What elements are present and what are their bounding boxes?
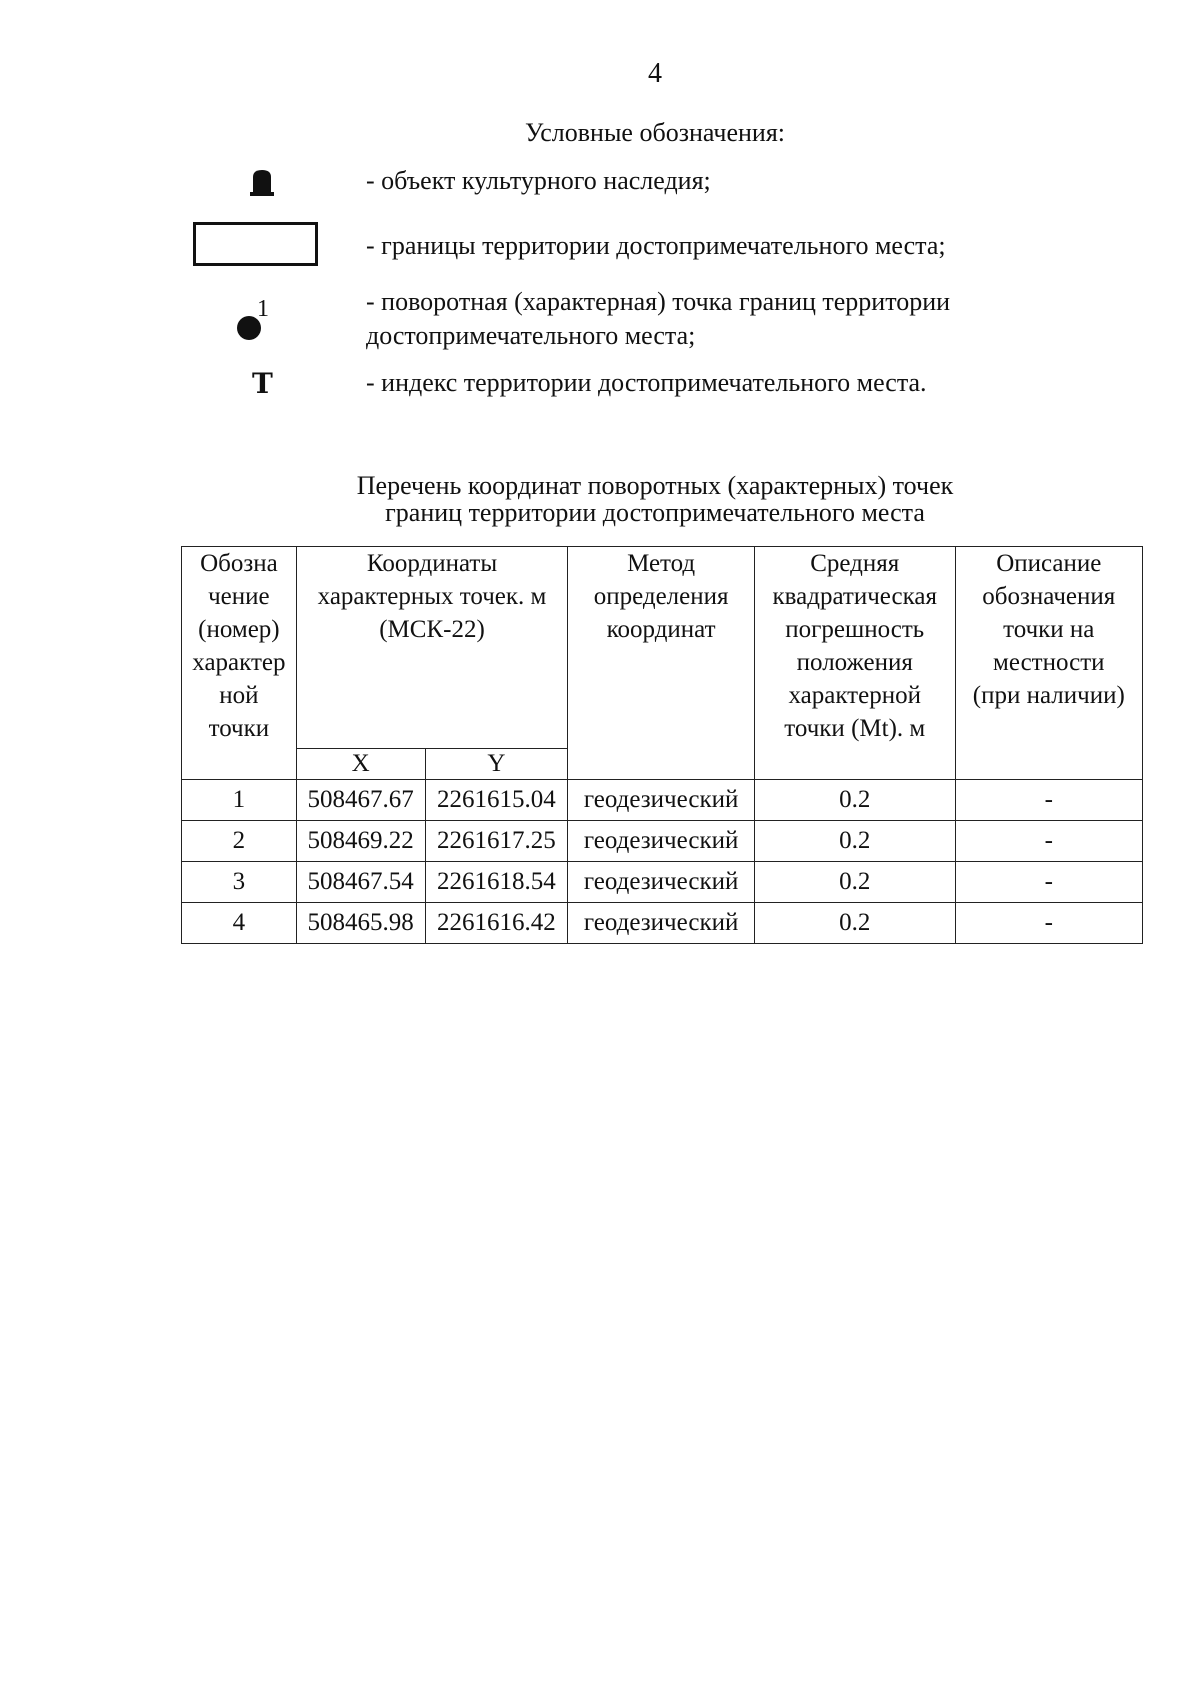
cell-y: 2261618.54	[425, 862, 568, 903]
header-coordinates: Координаты характерных точек. м (МСК-22)	[296, 547, 568, 749]
cell-error: 0.2	[754, 821, 955, 862]
cell-num: 3	[182, 862, 297, 903]
cell-method: геодезический	[568, 862, 755, 903]
cell-method: геодезический	[568, 821, 755, 862]
table-title-line1: Перечень координат поворотных (характерных) точек	[356, 471, 954, 500]
cell-error: 0.2	[754, 903, 955, 944]
cell-x: 508465.98	[296, 903, 425, 944]
header-x: X	[296, 749, 425, 780]
header-point-number: Обозна чение (номер) характер ной точки	[182, 547, 297, 780]
cell-num: 2	[182, 821, 297, 862]
heritage-object-icon	[250, 168, 274, 196]
table-row	[182, 821, 1143, 862]
cell-description: -	[955, 780, 1142, 821]
cell-x: 508467.67	[296, 780, 425, 821]
cell-y: 2261616.42	[425, 903, 568, 944]
legend-index-text: - индекс территории достопримечательного места.	[366, 368, 927, 397]
cell-description: -	[955, 862, 1142, 903]
cell-num: 4	[182, 903, 297, 944]
cell-num: 1	[182, 780, 297, 821]
coordinates-table	[181, 546, 1143, 944]
cell-y: 2261617.25	[425, 821, 568, 862]
cell-y: 2261615.04	[425, 780, 568, 821]
legend-boundary-text: - границы территории достопримечательного места;	[366, 231, 946, 260]
legend-point-text-line1: - поворотная (характерная) точка границ территории	[366, 287, 951, 316]
cell-description: -	[955, 821, 1142, 862]
header-y: Y	[425, 749, 568, 780]
header-mean-square-error: Средняя квадратическая погрешность положения характерной точки (Mt). м	[754, 547, 955, 780]
table-title-line2: границ территории достопримечательного места	[385, 498, 925, 527]
header-method: Метод определения координат	[568, 547, 755, 780]
boundary-rectangle-icon	[193, 222, 318, 266]
cell-error: 0.2	[754, 862, 955, 903]
cell-x: 508467.54	[296, 862, 425, 903]
table-row	[182, 862, 1143, 903]
cell-error: 0.2	[754, 780, 955, 821]
table-title	[0, 472, 1200, 526]
header-description: Описание обозначения точки на местности (при наличии)	[955, 547, 1142, 780]
table-row	[182, 903, 1143, 944]
territory-index-icon: Т	[252, 367, 273, 400]
page-number: 4	[648, 58, 662, 89]
legend-point-text-line2: достопримечательного места;	[366, 321, 696, 350]
cell-method: геодезический	[568, 780, 755, 821]
cell-method: геодезический	[568, 903, 755, 944]
turning-point-icon	[235, 296, 275, 342]
table-row	[182, 780, 1143, 821]
cell-x: 508469.22	[296, 821, 425, 862]
cell-description: -	[955, 903, 1142, 944]
turning-point-label: 1	[257, 296, 269, 322]
legend-title: Условные обозначения:	[524, 118, 786, 147]
legend-heritage-text: - объект культурного наследия;	[366, 166, 711, 195]
